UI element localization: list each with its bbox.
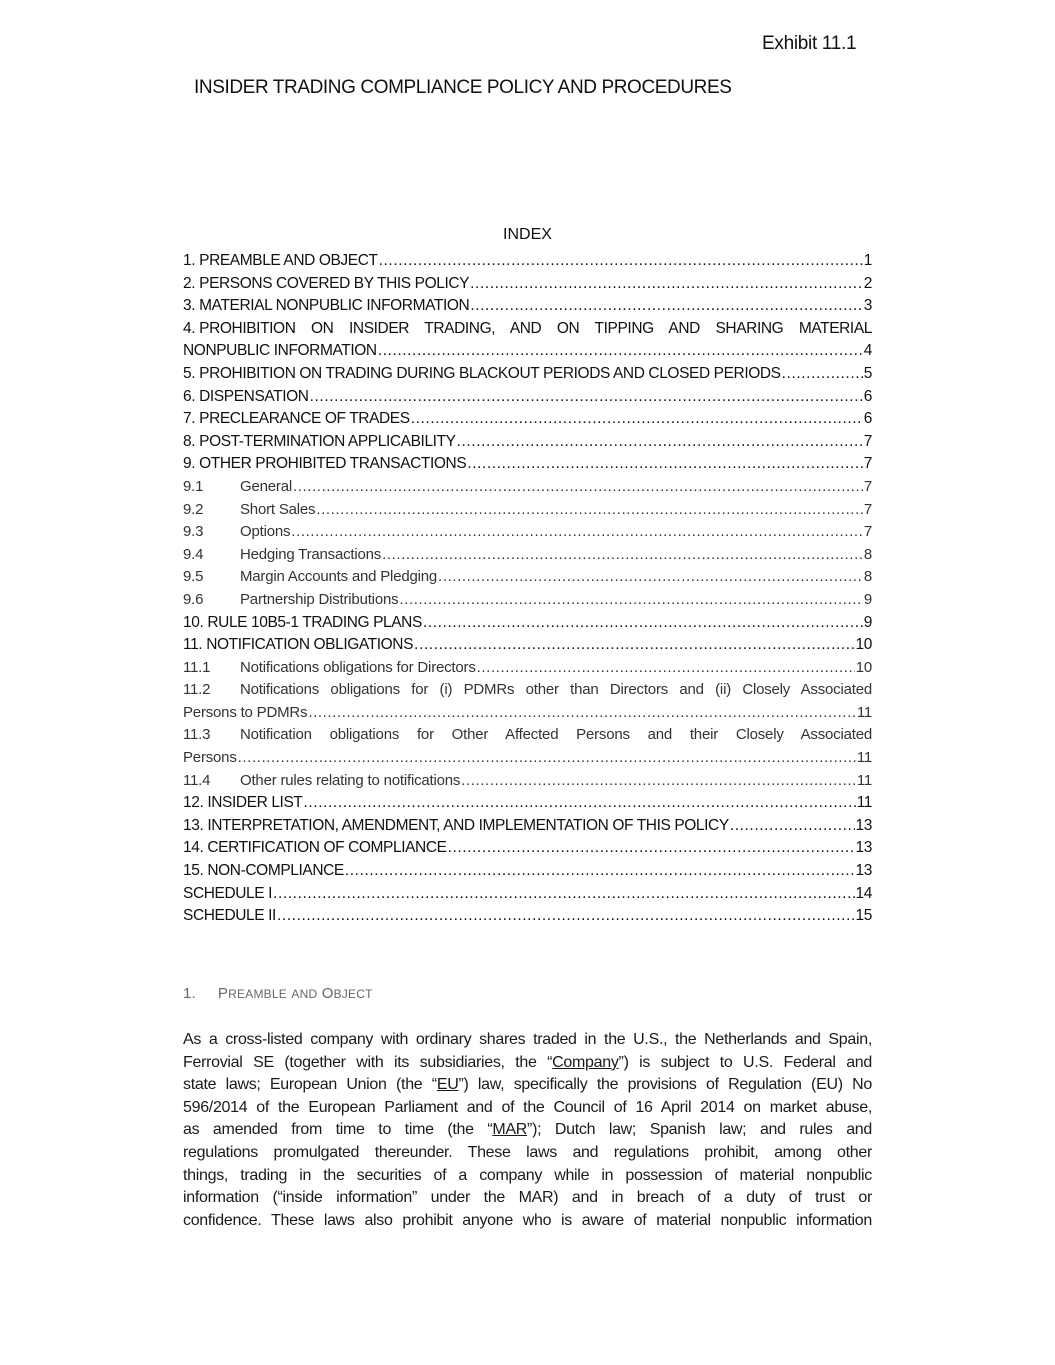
- defined-term: Company: [552, 1053, 619, 1071]
- defined-term: EU: [436, 1076, 459, 1094]
- toc-leader: [438, 566, 863, 589]
- toc-label: Margin Accounts and Pledging: [240, 568, 438, 586]
- toc-page-number: 2: [863, 274, 872, 292]
- toc-entry[interactable]: [183, 837, 872, 860]
- toc-leader: [730, 815, 855, 838]
- toc-label: PRECLEARANCE OF TRADES: [199, 410, 410, 428]
- toc-leader: [423, 612, 863, 635]
- toc-page-number: 6: [863, 387, 872, 405]
- toc-label: OTHER PROHIBITED TRANSACTIONS: [199, 455, 467, 473]
- toc-number: 9.1: [183, 477, 204, 495]
- body-line: 596/2014 of the European Parliament and of the Council of 16 April 2014 on market abuse,: [183, 1098, 872, 1116]
- toc-label: SCHEDULE I: [183, 884, 273, 902]
- toc-label: Options: [240, 523, 291, 541]
- toc-page-number: 13: [855, 862, 872, 880]
- body-line: things, trading in the securities of a company while in possession of material nonpublic: [183, 1166, 872, 1184]
- toc-number: 11.: [183, 636, 203, 654]
- toc-leader: [238, 747, 856, 770]
- toc-number: 14.: [183, 839, 204, 857]
- toc-number: 9.6: [183, 590, 204, 608]
- toc-number: 9.3: [183, 523, 204, 541]
- toc-leader: [457, 431, 863, 454]
- toc-entry[interactable]: [183, 815, 872, 838]
- toc-subentry[interactable]: [183, 521, 872, 544]
- toc-number: 13.: [183, 816, 204, 834]
- toc-entry[interactable]: [183, 408, 872, 431]
- toc-number: 8.: [183, 432, 196, 450]
- index-heading: INDEX: [503, 226, 552, 243]
- toc-number: 6.: [183, 387, 196, 405]
- toc-number: 2.: [183, 274, 196, 292]
- toc-entry[interactable]: [183, 634, 872, 657]
- toc-page-number: 9: [863, 590, 872, 608]
- toc-leader: [467, 453, 862, 476]
- toc-entry[interactable]: [183, 273, 872, 296]
- toc-label-line2: Persons to PDMRs: [183, 703, 308, 721]
- toc-page-number: 8: [863, 568, 872, 586]
- toc-entry[interactable]: [183, 860, 872, 883]
- exhibit-label: Exhibit 11.1: [762, 33, 857, 54]
- toc-leader: [379, 250, 863, 273]
- toc-page-number: 10: [855, 658, 872, 676]
- toc-page-number: 13: [855, 816, 872, 834]
- toc-page-number: 3: [863, 297, 872, 315]
- toc-label-line2: NONPUBLIC INFORMATION: [183, 342, 377, 360]
- toc-label: PERSONS COVERED BY THIS POLICY: [199, 274, 470, 292]
- toc-number: 11.2: [183, 681, 211, 699]
- section-number: 1.: [183, 985, 196, 1002]
- body-line: confidence. These laws also prohibit anyone who is aware of material nonpublic information: [183, 1211, 872, 1229]
- toc-subentry[interactable]: [183, 544, 872, 567]
- toc-entry[interactable]: [183, 318, 872, 363]
- toc-leader: [782, 363, 863, 386]
- toc-label: POST-TERMINATION APPLICABILITY: [199, 432, 456, 450]
- toc-entry[interactable]: [183, 386, 872, 409]
- toc-entry[interactable]: [183, 792, 872, 815]
- toc-leader: [399, 589, 862, 612]
- toc-leader: [477, 657, 855, 680]
- toc-leader: [310, 386, 863, 409]
- toc-label: SCHEDULE II: [183, 907, 276, 925]
- toc-leader: [273, 883, 855, 906]
- toc-page-number: 7: [863, 500, 872, 518]
- toc-entry[interactable]: [183, 453, 872, 476]
- toc-label-line1: PROHIBITION ON INSIDER TRADING, AND ON TIPPING AND SHARING MATERIAL: [199, 319, 872, 337]
- toc-page-number: 14: [855, 884, 872, 902]
- toc-page-number: 9: [863, 613, 872, 631]
- toc-entry[interactable]: [183, 295, 872, 318]
- toc-number: 9.: [183, 455, 196, 473]
- toc-label: Other rules relating to notifications: [240, 771, 461, 789]
- toc-number: 5.: [183, 364, 196, 382]
- body-line: Ferrovial SE (together with its subsidiaries, the “Company”) is subject to U.S. Federal and: [183, 1053, 872, 1071]
- toc-label-line1: Notification obligations for Other Affected Persons and their Closely Associated: [240, 726, 872, 744]
- toc-number: 4.: [183, 319, 196, 337]
- toc-leader: [316, 499, 863, 522]
- toc-subentry[interactable]: [183, 724, 872, 769]
- toc-label: CERTIFICATION OF COMPLIANCE: [207, 839, 447, 857]
- toc-entry[interactable]: [183, 363, 872, 386]
- toc-page-number: 11: [856, 749, 872, 767]
- toc-page-number: 7: [863, 432, 872, 450]
- toc-page-number: 4: [863, 342, 872, 360]
- toc-leader: [293, 476, 863, 499]
- toc-label: General: [240, 477, 292, 495]
- toc-number: 10.: [183, 613, 204, 631]
- toc-number: 11.3: [183, 726, 211, 744]
- toc-page-number: 5: [863, 364, 872, 382]
- toc-page-number: 7: [863, 477, 872, 495]
- toc-page-number: 6: [863, 410, 872, 428]
- body-line: as amended from time to time (the “MAR”); Dutch law; Spanish law; and rules and: [183, 1121, 872, 1139]
- toc-label: RULE 10B5-1 TRADING PLANS: [207, 613, 422, 631]
- toc-label: Partnership Distributions: [240, 590, 399, 608]
- toc-number: 9.4: [183, 545, 204, 563]
- defined-term: MAR: [492, 1121, 528, 1139]
- toc-leader: [345, 860, 855, 883]
- toc-leader: [308, 702, 855, 725]
- toc-page-number: 8: [863, 545, 872, 563]
- toc-subentry[interactable]: [183, 770, 872, 793]
- toc-number: 11.4: [183, 771, 211, 789]
- toc-number: 9.5: [183, 568, 204, 586]
- toc-leader: [448, 837, 855, 860]
- toc-label-line1: Notifications obligations for (i) PDMRs other than Directors and (ii) Closely Associated: [240, 681, 872, 699]
- toc-page-number: 13: [855, 839, 872, 857]
- toc-number: 15.: [183, 862, 204, 880]
- toc-number: 11.1: [183, 658, 211, 676]
- toc-page-number: 10: [855, 636, 872, 654]
- toc-page-number: 7: [863, 455, 872, 473]
- toc-number: 1.: [183, 252, 196, 269]
- toc-entry-schedule-i[interactable]: [183, 883, 872, 906]
- toc-entry[interactable]: [183, 612, 872, 635]
- toc-number: 7.: [183, 410, 196, 428]
- toc-leader: [461, 770, 856, 793]
- body-line: As a cross-listed company with ordinary shares traded in the U.S., the Netherlands and Spain,: [183, 1031, 872, 1048]
- body-line: information (“inside information” under the MAR) and in breach of a duty of trust or: [183, 1189, 872, 1207]
- toc-page-number: 7: [863, 523, 872, 541]
- document-title: INSIDER TRADING COMPLIANCE POLICY AND PROCEDURES: [194, 77, 732, 98]
- toc-label: NON-COMPLIANCE: [207, 862, 344, 880]
- toc-number: 9.2: [183, 500, 204, 518]
- toc-subentry[interactable]: [183, 499, 872, 522]
- toc-leader: [411, 408, 863, 431]
- toc-leader: [291, 521, 863, 544]
- body-line: state laws; European Union (the “EU”) law, specifically the provisions of Regulation (EU) No: [183, 1076, 872, 1094]
- toc-leader: [470, 295, 862, 318]
- toc-label: INSIDER LIST: [207, 794, 303, 812]
- toc-label: INTERPRETATION, AMENDMENT, AND IMPLEMENTATION OF THIS POLICY: [207, 816, 729, 834]
- toc-label: Short Sales: [240, 500, 316, 518]
- toc-leader: [470, 273, 863, 296]
- toc-subentry[interactable]: [183, 657, 872, 680]
- toc-number: 12.: [183, 794, 204, 812]
- toc-label: Hedging Transactions: [240, 545, 382, 563]
- toc-label: PREAMBLE AND OBJECT: [199, 252, 378, 269]
- toc-subentry[interactable]: [183, 476, 872, 499]
- toc-label-line2: Persons: [183, 749, 237, 767]
- toc-leader: [378, 340, 863, 363]
- toc-leader: [382, 544, 863, 567]
- toc-entry[interactable]: [183, 250, 872, 273]
- toc-subentry[interactable]: [183, 679, 872, 724]
- toc-entry[interactable]: [183, 431, 872, 454]
- table-of-contents: [183, 250, 872, 928]
- section-title: PREAMBLE AND OBJECT: [217, 985, 373, 1002]
- toc-page-number: 11: [856, 794, 872, 812]
- toc-leader: [303, 792, 855, 815]
- toc-label: MATERIAL NONPUBLIC INFORMATION: [199, 297, 470, 315]
- toc-label: Notifications obligations for Directors: [240, 658, 476, 676]
- body-line: regulations promulgated thereunder. These laws and regulations prohibit, among other: [183, 1143, 872, 1161]
- toc-label: PROHIBITION ON TRADING DURING BLACKOUT PERIODS AND CLOSED PERIODS: [199, 364, 781, 382]
- toc-page-number: 11: [856, 771, 872, 789]
- toc-label: NOTIFICATION OBLIGATIONS: [206, 636, 414, 654]
- toc-page-number: 1: [863, 252, 872, 269]
- toc-leader: [414, 634, 855, 657]
- toc-page-number: 11: [856, 703, 872, 721]
- toc-entry-schedule-ii[interactable]: [183, 905, 872, 928]
- toc-leader: [277, 905, 855, 928]
- toc-subentry[interactable]: [183, 589, 872, 612]
- toc-label: DISPENSATION: [199, 387, 309, 405]
- section-body: [183, 1029, 872, 1232]
- toc-page-number: 15: [855, 907, 872, 925]
- toc-number: 3.: [183, 297, 196, 315]
- section-heading: [183, 985, 373, 1002]
- toc-subentry[interactable]: [183, 566, 872, 589]
